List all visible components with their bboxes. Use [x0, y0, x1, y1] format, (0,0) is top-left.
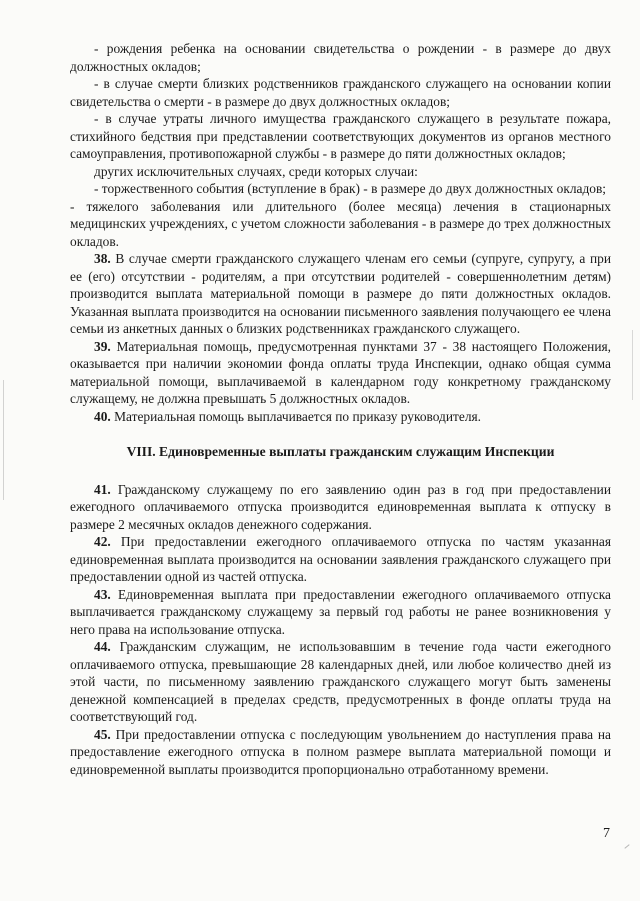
paragraph-40: 40. Материальная помощь выплачивается по приказу руководителя. [94, 408, 482, 424]
paragraph-39: 39. Материальная помощь, предусмотренная пунктами 37 - 38 настоящего Положения, оказывается при наличии экономии фонда оплаты труда Инспекции, однако общая сумма материальной помощи, выплачиваемой в календарном году конкретному гражданскому служащему, не должна превышать 5 должностных окладов. [70, 338, 611, 406]
paragraphs-top [70, 40, 611, 425]
scan-mark-left [3, 380, 4, 500]
paragraph-38: 38. В случае смерти гражданского служащего членам его семьи (супруге, супругу, а при ее (его) отсутствии - родителям, а при отсутствии родителей - совершеннолетним детям) производится выплата материальной помощи в размере до пяти должностных окладов. Указанная выплата производится на основании письменного заявления получающего ее члена семьи из анкетных данных о близких родственниках гражданского служащего. [70, 251, 611, 336]
paragraph-illness: - тяжелого заболевания или длительного (более месяца) лечения в стационарных медицинских учреждениях, с учетом сложности заболевания - в размере до трех должностных окладов. [70, 198, 611, 249]
paragraph-42: 42. При предоставлении ежегодного оплачиваемого отпуска по частям указанная единовременная выплата производится на основании заявления гражданского служащего при предоставлении одной из частей отпуска. [70, 534, 611, 584]
scan-mark-right [632, 330, 633, 400]
page-number: 7 [603, 826, 610, 841]
scan-mark-corner [624, 844, 629, 849]
paragraph-43: 43. Единовременная выплата при предоставлении ежегодного оплачиваемого отпуска выплачивается гражданскому служащему за первый год работы не ранее возникновения у него права на использование отпуска. [70, 586, 611, 637]
paragraph-44: 44. Гражданским служащим, не использовавшим в течение года части ежегодного оплачиваемого отпуска, превышающие 28 календарных дней, или любое количество дней из этой части, по письменному заявлению гражданского служащего могут быть заменены денежной компенсацией в пределах средств, предусмотренных в фонде оплаты труда на соответствующий год. [70, 639, 611, 724]
paragraph-41: 41. Гражданскому служащему по его заявлению один раз в год при предоставлении ежегодного оплачиваемого отпуска производится единовременная выплата к отпуску в размере 2 месячных окладов денежного содержания. [70, 481, 611, 532]
paragraph-relative-death: - в случае смерти близких родственников гражданского служащего на основании копии свидетельства о смерти - в размере до двух должностных окладов; [70, 76, 611, 109]
section-heading: VIII. Единовременные выплаты гражданским служащим Инспекции [126, 444, 555, 459]
document-body [70, 40, 611, 778]
paragraph-45: 45. При предоставлении отпуска с последующим увольнением до наступления права на предоставление ежегодного отпуска в полном размере выплата материальной помощи и единовременной выплаты производится пропорционально отработанному времени. [70, 726, 611, 777]
paragraph-birth: - рождения ребенка на основании свидетельства о рождении - в размере до двух должностных окладов; [70, 41, 611, 74]
paragraph-property-loss: - в случае утраты личного имущества гражданского служащего в результате пожара, стихийного бедствия при представлении соответствующих документов из органов местного самоуправления, противопожарной службы - в размере до пяти должностных окладов; [70, 111, 611, 161]
paragraph-marriage: - торжественного события (вступление в брак) - в размере до двух должностных окладов; [94, 181, 607, 196]
paragraph-exceptional-cases: других исключительных случаях, среди которых случаи: [94, 163, 418, 179]
paragraphs-bottom [70, 481, 611, 779]
